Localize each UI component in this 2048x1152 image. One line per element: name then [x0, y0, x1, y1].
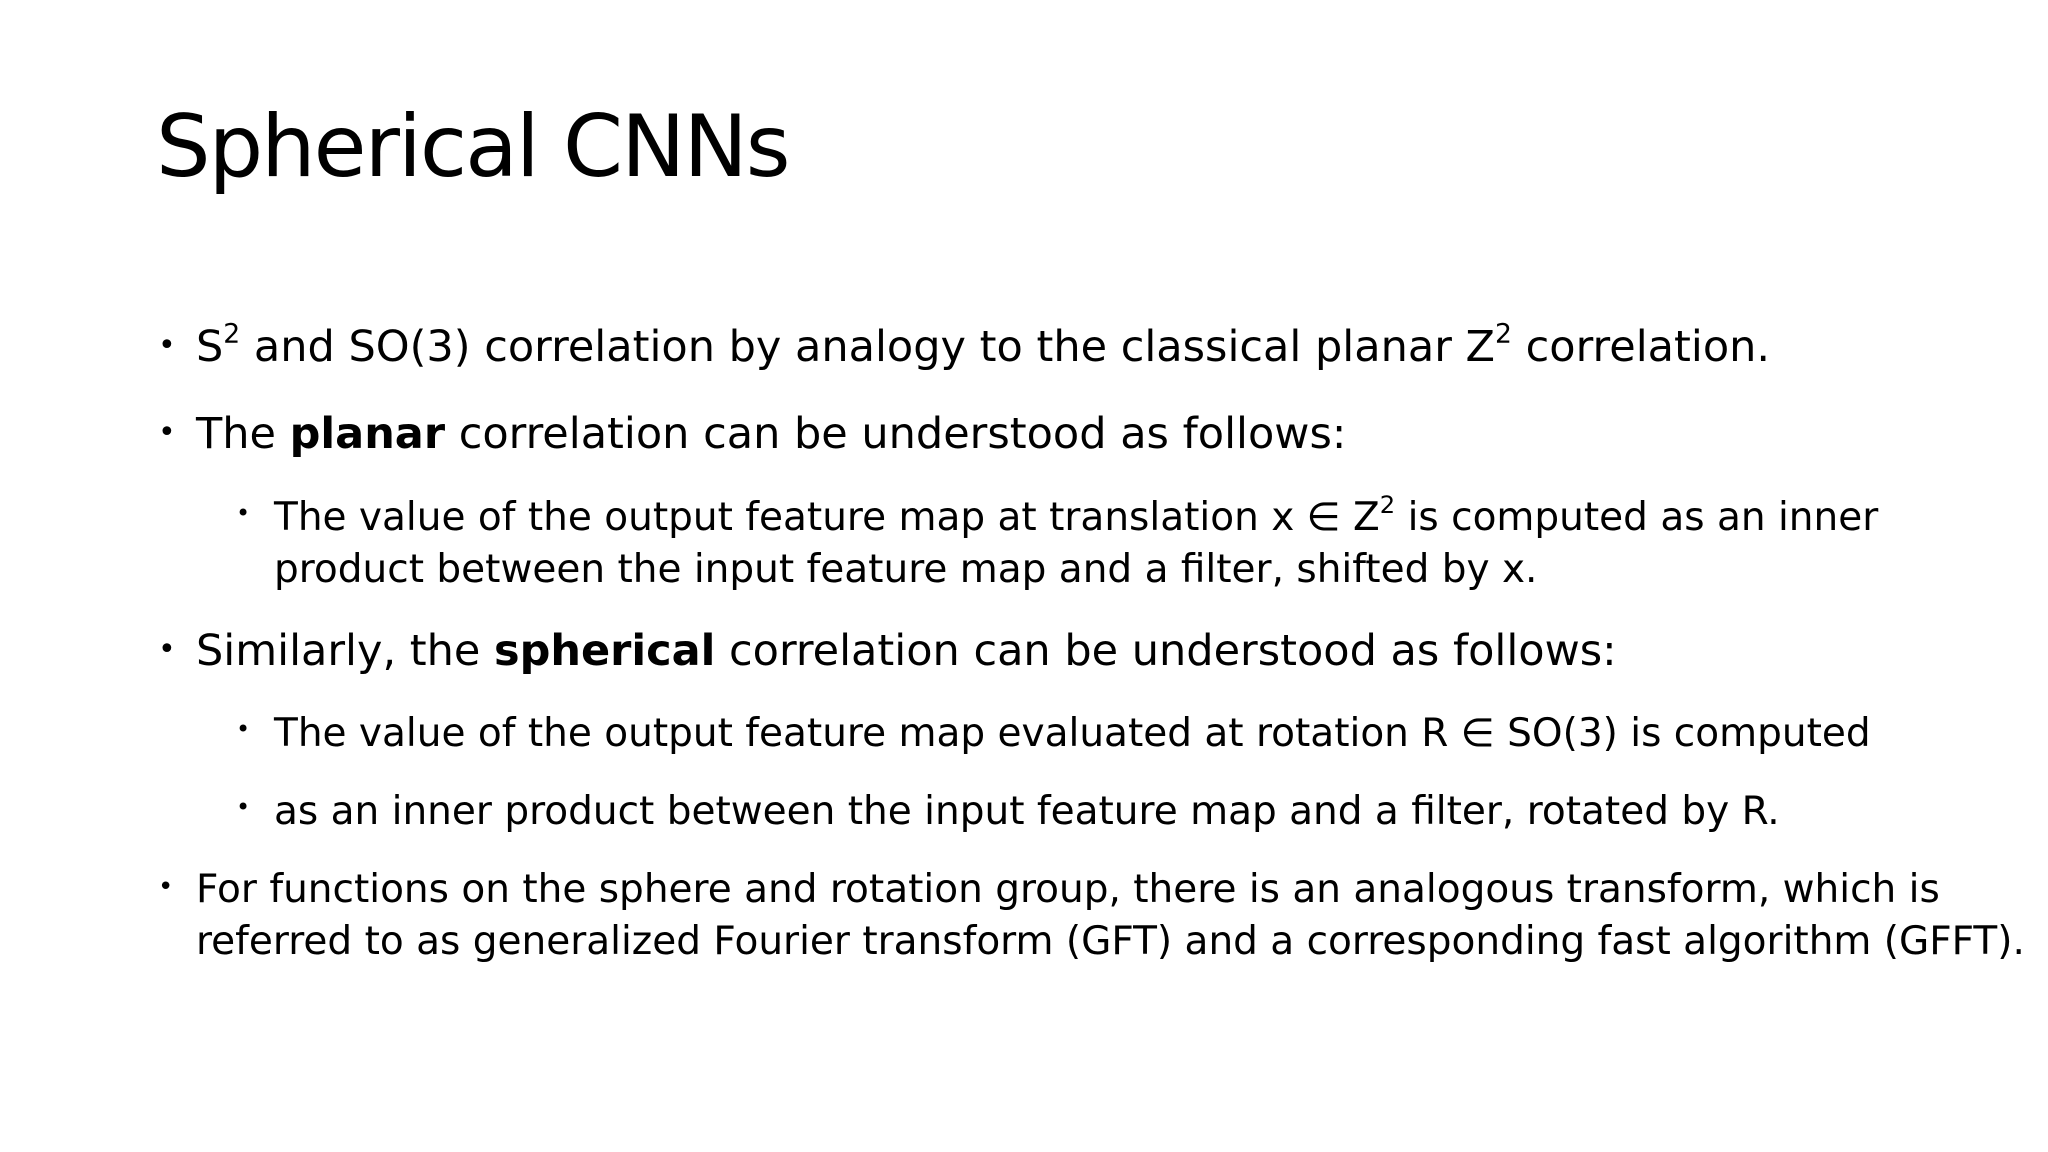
bullet-text: The planar correlation can be understood as follows:	[196, 409, 1347, 459]
bullet-marker: •	[236, 499, 251, 527]
bullet-text: $S^2$ and SO(3) correlation by analogy to the classical planar $Z^2$ correlation.	[196, 318, 1771, 372]
slide-title: Spherical CNNs	[156, 97, 789, 197]
bullet-text: The value of the output feature map at translation x ∈ $Z^2$ is computed as an inner product between the input feature map and a filter, shifted by x.	[274, 491, 1879, 592]
bullet-marker: •	[158, 872, 174, 902]
bullet-marker: •	[158, 632, 176, 667]
bullet-marker: •	[158, 415, 176, 450]
bullet-marker: •	[236, 793, 251, 821]
bullet-text: as an inner product between the input feature map and a filter, rotated by R.	[274, 789, 1780, 834]
bullet-marker: •	[236, 715, 251, 743]
bullet-marker: •	[158, 328, 176, 363]
bullet-text: The value of the output feature map evaluated at rotation R ∈ SO(3) is computed	[274, 711, 1871, 756]
bullet-text: For functions on the sphere and rotation group, there is an analogous transform, which is referred to as generalized Fourier transform (GFT) and a corresponding fast algorithm (GFFT).	[196, 867, 2025, 964]
bullet-text: Similarly, the spherical correlation can be understood as follows:	[196, 626, 1617, 676]
